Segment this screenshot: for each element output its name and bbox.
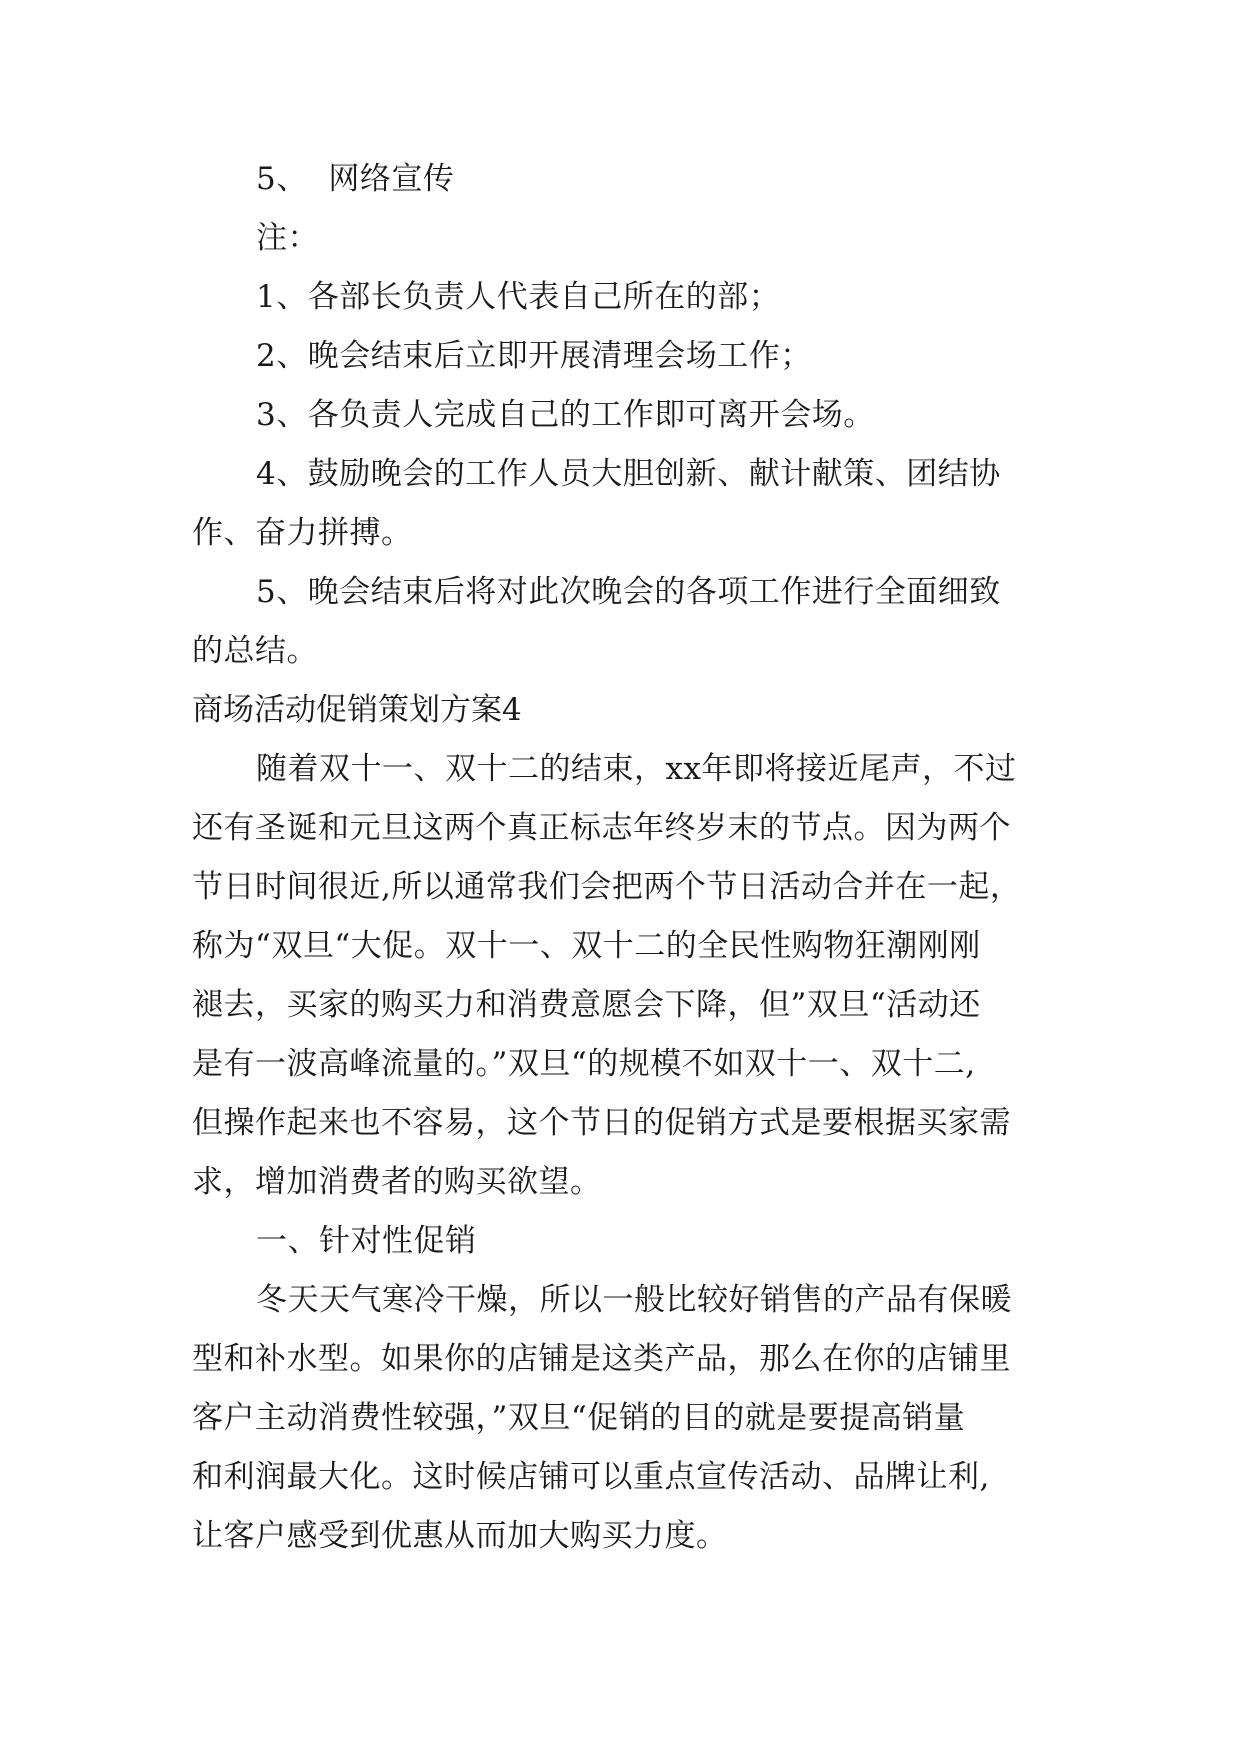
note-item-continuation: 作、奋力拼搏。 <box>192 515 413 551</box>
paragraph-line: 随着双十一、双十二的结束，xx年即将接近尾声，不过 <box>256 751 1017 787</box>
subsection-heading: 一、针对性促销 <box>256 1223 477 1259</box>
note-item: 1、各部长负责人代表自己所在的部； <box>256 279 781 315</box>
section-heading: 商场活动促销策划方案4 <box>192 692 522 728</box>
paragraph-line: 称为“双旦“大促。双十一、双十二的全民性购物狂潮刚刚 <box>192 928 981 964</box>
note-item-continuation: 的总结。 <box>192 633 318 669</box>
note-item: 4、鼓励晚会的工作人员大胆创新、献计献策、团结协 <box>256 456 1001 492</box>
paragraph-line: 求，增加消费者的购买欲望。 <box>192 1164 602 1200</box>
paragraph-line: 是有一波高峰流量的。”双旦“的规模不如双十一、双十二, <box>192 1046 976 1082</box>
note-item: 5、晚会结束后将对此次晚会的各项工作进行全面细致 <box>256 574 1001 610</box>
note-item: 3、各负责人完成自己的工作即可离开会场。 <box>256 397 875 433</box>
paragraph-line: 冬天天气寒冷干燥，所以一般比较好销售的产品有保暖 <box>256 1282 1012 1318</box>
paragraph-line: 还有圣诞和元旦这两个真正标志年终岁末的节点。因为两个 <box>192 810 1011 846</box>
paragraph-line: 客户主动消费性较强，”双旦“促销的目的就是要提高销量 <box>192 1400 966 1436</box>
paragraph-line: 型和补水型。如果你的店铺是这类产品，那么在你的店铺里 <box>192 1341 1011 1377</box>
document-page <box>192 150 1052 1566</box>
note-item: 2、晚会结束后立即开展清理会场工作； <box>256 338 812 374</box>
paragraph-line: 褪去，买家的购买力和消费意愿会下降，但”双旦“活动还 <box>192 987 981 1023</box>
paragraph-line: 让客户感受到优惠从而加大购买力度。 <box>192 1518 728 1554</box>
list-item: 5、 网络宣传 <box>256 161 455 197</box>
paragraph-line: 节日时间很近,所以通常我们会把两个节日活动合并在一起， <box>192 869 1022 905</box>
note-label: 注： <box>256 220 319 256</box>
paragraph-line: 但操作起来也不容易，这个节日的促销方式是要根据买家需 <box>192 1105 1011 1141</box>
paragraph-line: 和利润最大化。这时候店铺可以重点宣传活动、品牌让利, <box>192 1459 990 1495</box>
